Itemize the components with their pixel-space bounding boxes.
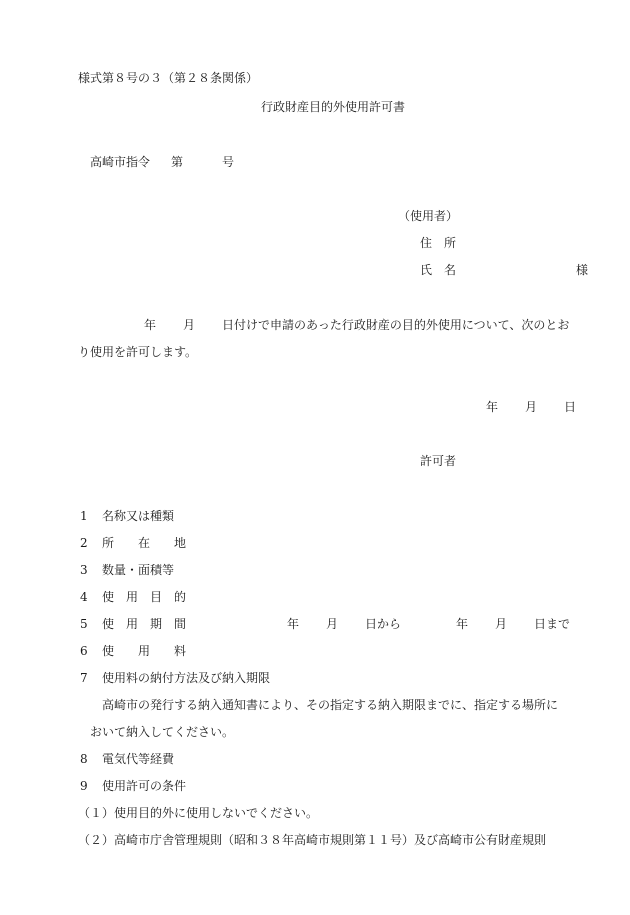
item-label-utilities: 電気代等経費 xyxy=(102,752,175,766)
period-until-year: 年 xyxy=(456,617,469,631)
permitter-label: 許可者 xyxy=(420,454,457,468)
recipient-header: （使用者） xyxy=(398,209,459,223)
condition-1: （１）使用目的外に使用しないでください。 xyxy=(78,806,319,820)
body-line-2: り使用を許可します。 xyxy=(78,345,198,359)
document-title: 行政財産目的外使用許可書 xyxy=(261,100,406,114)
period-from-month: 月 xyxy=(326,617,339,631)
item-number: 3 xyxy=(80,563,88,577)
item-label-quantity: 数量・面積等 xyxy=(102,563,175,577)
issue-date-day: 日 xyxy=(564,400,577,414)
period-until-month: 月 xyxy=(495,617,508,631)
issue-date-month: 月 xyxy=(525,400,538,414)
body-date-year: 年 xyxy=(144,318,157,332)
item-number: 1 xyxy=(80,509,88,523)
body-date-month: 月 xyxy=(183,318,196,332)
item-label-fee: 使 用 料 xyxy=(102,644,187,658)
item-label-period: 使 用 期 間 xyxy=(102,617,187,631)
permit-number-prefix: 高崎市指令 xyxy=(90,155,151,169)
item-number: 9 xyxy=(80,779,88,793)
item-label-location: 所 在 地 xyxy=(102,536,187,550)
item-label-name: 名称又は種類 xyxy=(102,509,175,523)
item-label-conditions: 使用許可の条件 xyxy=(102,779,187,793)
payment-text-line-2: おいて納入してください。 xyxy=(90,725,235,739)
period-until-day: 日まで xyxy=(534,617,571,631)
name-label: 氏 名 xyxy=(420,263,457,277)
item-label-purpose: 使 用 目 的 xyxy=(102,590,187,604)
honorific-sama: 様 xyxy=(576,263,589,277)
item-label-payment: 使用料の納付方法及び納入期限 xyxy=(102,671,271,685)
body-line-1: 日付けで申請のあった行政財産の目的外使用について、次のとお xyxy=(222,318,570,332)
condition-2: （２）高崎市庁舎管理規則（昭和３８年高崎市規則第１１号）及び高崎市公有財産規則 xyxy=(78,833,547,847)
item-number: 5 xyxy=(80,617,88,631)
form-number: 様式第８号の３（第２８条関係） xyxy=(78,71,259,85)
permit-number-dai: 第 xyxy=(171,155,184,169)
item-number: 7 xyxy=(80,671,88,685)
payment-text-line-1: 高崎市の発行する納入通知書により、その指定する納入期限までに、指定する場所に xyxy=(102,698,559,712)
issue-date-year: 年 xyxy=(486,400,499,414)
period-from-day: 日から xyxy=(365,617,402,631)
item-number: 8 xyxy=(80,752,88,766)
item-number: 2 xyxy=(80,536,88,550)
address-label: 住 所 xyxy=(420,236,457,250)
item-number: 4 xyxy=(80,590,88,604)
permit-number-go: 号 xyxy=(222,155,235,169)
item-number: 6 xyxy=(80,644,88,658)
period-from-year: 年 xyxy=(287,617,300,631)
